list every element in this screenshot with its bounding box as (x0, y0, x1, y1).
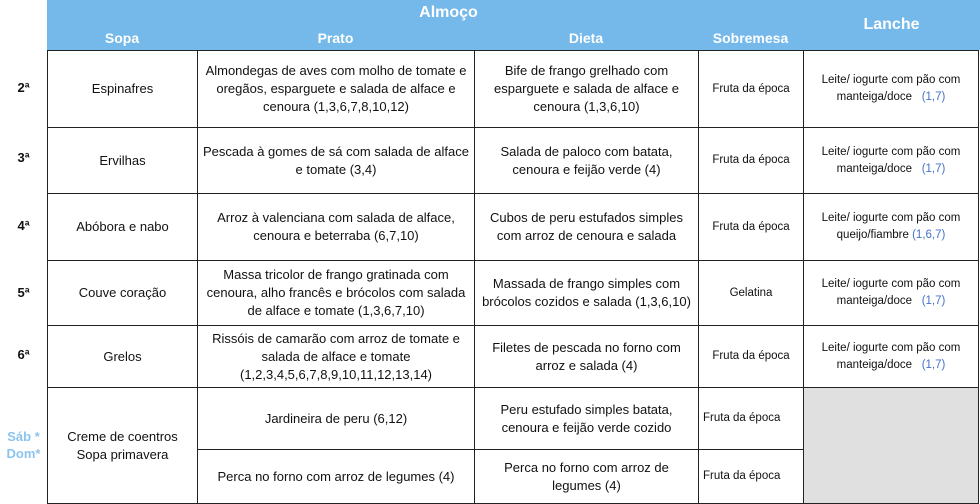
dieta-cell: Peru estufado simples batata, cenoura e feijão verde cozido (475, 388, 699, 450)
lanche-allergens: (1,7) (921, 91, 946, 103)
prato-cell: Jardineira de peru (6,12) (198, 388, 475, 450)
header-sopa: Sopa (104, 30, 140, 46)
day-label: 5ª (17, 285, 30, 300)
table-header (47, 0, 980, 50)
lanche-cell-empty (804, 388, 979, 504)
day-label: 3ª (17, 150, 30, 165)
sobremesa-cell: Fruta da época (699, 194, 804, 261)
prato-cell: Rissóis de camarão com arroz de tomate e salada de alface e tomate (1,2,3,4,5,6,7,8,9,10,11,12,13,14) (198, 326, 475, 388)
table-row (48, 261, 979, 326)
lanche-cell (804, 128, 979, 194)
table-row (48, 51, 979, 128)
sopa-cell: Grelos (48, 326, 198, 388)
table-row (48, 128, 979, 194)
lanche-text: Leite/ iogurte com pão com manteiga/doce (821, 341, 961, 371)
table-row-weekend (48, 388, 979, 450)
header-prato: Prato (317, 30, 354, 46)
sobremesa-cell: Gelatina (699, 261, 804, 326)
lanche-text: Leite/ iogurte com pão com manteiga/doce (821, 74, 961, 103)
lanche-text: Leite/ iogurte com pão com manteiga/doce (821, 278, 961, 307)
prato-cell: Almondegas de aves com molho de tomate e oregãos, esparguete e salada de alface e cenoura (1,3,6,7,8,10,12) (198, 51, 475, 128)
header-lanche: Lanche (863, 16, 920, 33)
table-row (48, 326, 979, 388)
dieta-cell: Massada de frango simples com brócolos cozidos e salada (1,3,6,10) (475, 261, 699, 326)
dieta-cell: Bife de frango grelhado com esparguete e salada de alface e cenoura (1,3,6,10) (475, 51, 699, 128)
sobremesa-cell: Fruta da época (699, 51, 804, 128)
table-row (48, 194, 979, 261)
day-label: 2ª (17, 80, 30, 95)
dieta-cell: Perca no forno com arroz de legumes (4) (475, 450, 699, 504)
header-dieta: Dieta (568, 30, 604, 46)
sopa-cell-weekend (48, 388, 198, 504)
dieta-cell: Filetes de pescada no forno com arroz e salada (4) (475, 326, 699, 388)
day-sun: Dom* (6, 446, 41, 461)
sopa-2: Sopa primavera (76, 446, 169, 462)
lanche-cell (804, 261, 979, 326)
menu-table (47, 50, 979, 504)
sopa-cell: Abóbora e nabo (48, 194, 198, 261)
dieta-cell: Salada de paloco com batata, cenoura e feijão verde (4) (475, 128, 699, 194)
prato-cell: Arroz à valenciana com salada de alface, cenoura e beterraba (6,7,10) (198, 194, 475, 261)
dieta-cell: Cubos de peru estufados simples com arroz de cenoura e salada (475, 194, 699, 261)
header-almoco: Almoço (419, 4, 478, 21)
lanche-cell (804, 51, 979, 128)
prato-cell: Pescada à gomes de sá com salada de alface e tomate (3,4) (198, 128, 475, 194)
sobremesa-cell: Fruta da época (699, 388, 804, 450)
lanche-allergens: (1,7) (921, 162, 946, 175)
lanche-text: Leite/ iogurte com pão com queijo/fiambre (821, 212, 961, 241)
sobremesa-cell: Fruta da época (699, 326, 804, 388)
day-sat: Sáb * (7, 429, 40, 444)
lanche-text: Leite/ iogurte com pão com manteiga/doce (821, 145, 961, 175)
prato-cell: Perca no forno com arroz de legumes (4) (198, 450, 475, 504)
sopa-1: Creme de coentros (67, 428, 178, 444)
lanche-allergens: (1,7) (921, 295, 946, 307)
sopa-cell: Couve coração (48, 261, 198, 326)
sopa-cell: Espinafres (48, 51, 198, 128)
prato-cell: Massa tricolor de frango gratinada com cenoura, alho francês e brócolos com salada de alface e tomate (1,3,6,7,10) (198, 261, 475, 326)
lanche-allergens: (1,6,7) (912, 229, 946, 241)
sobremesa-cell: Fruta da época (699, 128, 804, 194)
day-label: 6ª (17, 347, 30, 362)
lanche-cell (804, 326, 979, 388)
sopa-cell: Ervilhas (48, 128, 198, 194)
lanche-allergens: (1,7) (921, 358, 946, 371)
day-label-weekend (0, 428, 47, 462)
sobremesa-cell: Fruta da época (699, 450, 804, 504)
day-label: 4ª (17, 218, 30, 233)
header-sobremesa: Sobremesa (712, 30, 789, 46)
lanche-cell (804, 194, 979, 261)
